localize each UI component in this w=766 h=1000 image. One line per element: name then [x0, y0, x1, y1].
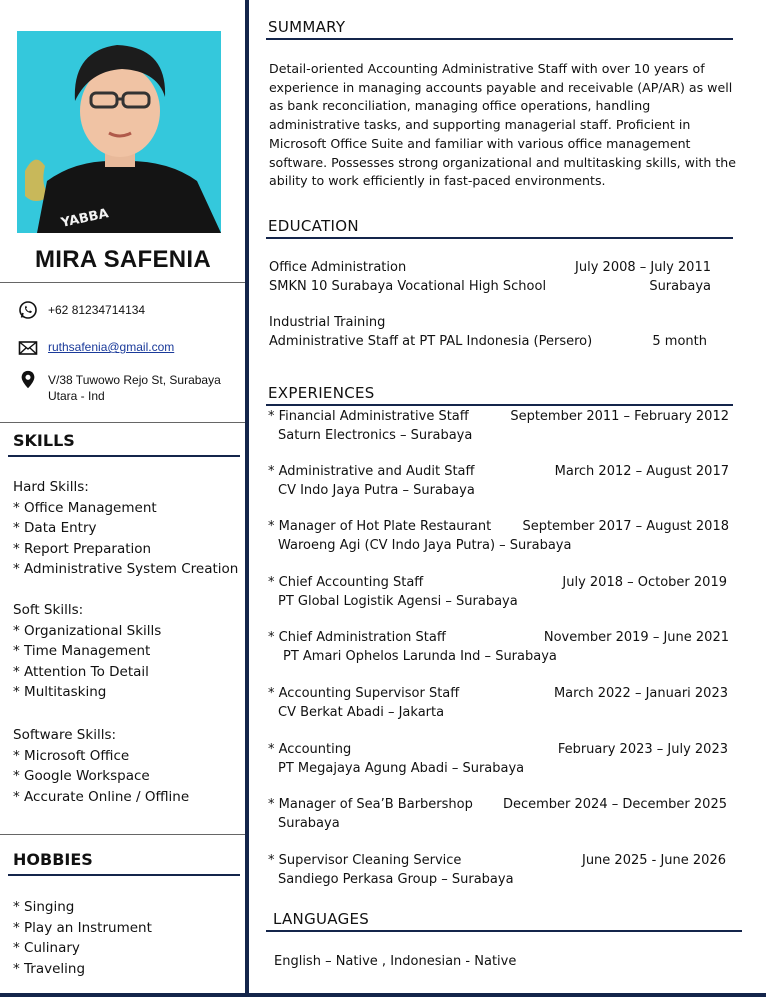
education-school: SMKN 10 Surabaya Vocational High School	[269, 279, 547, 294]
hobby-item: * Singing	[13, 899, 75, 915]
experience-date: February 2023 – July 2023	[557, 742, 728, 757]
experience-title: * Financial Administrative Staff	[268, 409, 469, 424]
soft-skills-heading: Soft Skills:	[13, 602, 84, 618]
experience-title: * Accounting	[268, 742, 352, 757]
experience-company: Sandiego Perkasa Group – Surabaya	[278, 872, 514, 887]
experience-title: * Manager of Hot Plate Restaurant	[268, 519, 492, 534]
experience-title: * Accounting Supervisor Staff	[268, 686, 460, 701]
whatsapp-icon	[18, 300, 38, 320]
hobbies-list	[13, 897, 152, 979]
hobby-item: * Play an Instrument	[13, 919, 152, 936]
experience-company: CV Berkat Abadi – Jakarta	[278, 705, 445, 720]
email-link[interactable]: ruthsafenia@gmail.com	[48, 340, 175, 354]
experience-company: PT Global Logistik Agensi – Surabaya	[278, 594, 518, 609]
experiences-heading: EXPERIENCES	[268, 384, 375, 402]
hard-skills-block	[13, 477, 238, 580]
bottom-border	[0, 993, 766, 997]
experience-company: PT Amari Ophelos Larunda Ind – Surabaya	[283, 649, 557, 664]
skill-item: * Multitasking	[13, 684, 107, 701]
education-school: Administrative Staff at PT PAL Indonesia (Persero)	[269, 334, 593, 349]
hobbies-heading: HOBBIES	[13, 850, 93, 869]
hobby-item: * Culinary	[13, 940, 80, 957]
experience-title: * Chief Accounting Staff	[268, 575, 424, 590]
skill-item: * Accurate Online / Offline	[13, 788, 190, 805]
profile-photo	[17, 31, 221, 233]
experience-company: Saturn Electronics – Surabaya	[278, 428, 473, 443]
address-line-2: Utara - Ind	[48, 389, 105, 403]
skill-item: * Google Workspace	[13, 768, 150, 785]
skills-heading: SKILLS	[13, 431, 75, 450]
skill-item: * Office Management	[13, 499, 157, 516]
experience-title: * Supervisor Cleaning Service	[268, 853, 462, 868]
shirt-print-text: YABBA	[59, 206, 110, 231]
profile-photo-image	[17, 31, 221, 233]
summary-heading-rule	[266, 38, 733, 40]
soft-skills-block	[13, 600, 161, 703]
experience-title: * Chief Administration Staff	[268, 630, 446, 645]
education-heading-rule	[266, 237, 733, 239]
experience-company: CV Indo Jaya Putra – Surabaya	[278, 483, 475, 498]
education-title: Office Administration	[269, 260, 407, 275]
column-divider	[245, 0, 249, 996]
languages-heading-rule	[266, 930, 742, 932]
experience-date: September 2017 – August 2018	[522, 519, 729, 534]
left-sidebar	[0, 0, 246, 1000]
address-line-1: V/38 Tuwowo Rejo St, Surabaya	[48, 373, 221, 387]
skill-item: * Time Management	[13, 643, 151, 660]
hard-skills-heading: Hard Skills:	[13, 479, 89, 495]
mail-icon	[18, 338, 38, 358]
summary-text: Detail-oriented Accounting Administrative Staff with over 10 years of experience in managing accounts payable and receivable (AP/AR) as well as bank reconciliation, managing office operations, handling administrative tasks, and supporting managerial staff. Proficient in Microsoft Office Suite and familiar with various office management software. Possesses strong organizational and multitasking skills, with the ability to work efficiently in fast-paced environments.	[269, 61, 737, 189]
education-date: July 2008 – July 2011	[575, 260, 711, 275]
experience-date: December 2024 – December 2025	[502, 797, 727, 812]
person-name: MIRA SAFENIA	[34, 246, 212, 273]
software-skills-block	[13, 725, 189, 807]
education-title: Industrial Training	[269, 315, 386, 330]
experience-date: July 2018 – October 2019	[562, 575, 727, 590]
experience-company: PT Megajaya Agung Abadi – Surabaya	[278, 761, 525, 776]
experience-date: March 2012 – August 2017	[554, 464, 729, 479]
languages-heading: LANGUAGES	[273, 910, 370, 928]
software-skills-heading: Software Skills:	[13, 727, 117, 743]
divider	[0, 282, 246, 283]
divider	[0, 422, 246, 423]
experience-title: * Manager of Sea’B Barbershop	[268, 797, 473, 812]
languages-text: English – Native , Indonesian - Native	[274, 954, 517, 969]
experience-date: March 2022 – Januari 2023	[553, 686, 728, 701]
skill-item: * Administrative System Creation	[13, 561, 239, 578]
education-heading: EDUCATION	[268, 217, 359, 235]
summary-heading: SUMMARY	[268, 18, 346, 36]
experience-title: * Administrative and Audit Staff	[268, 464, 475, 479]
education-location: Surabaya	[649, 279, 711, 294]
hobbies-heading-rule	[8, 874, 240, 876]
skill-item: * Organizational Skills	[13, 622, 162, 639]
skill-item: * Attention To Detail	[13, 663, 149, 680]
skill-item: * Microsoft Office	[13, 747, 130, 764]
address	[48, 372, 221, 404]
skills-heading-rule	[8, 455, 240, 457]
experience-date: September 2011 – February 2012	[510, 409, 729, 424]
experience-date: June 2025 - June 2026	[581, 853, 726, 868]
education-duration: 5 month	[652, 334, 707, 349]
phone-number: +62 81234714134	[48, 303, 146, 317]
skill-item: * Report Preparation	[13, 540, 152, 557]
location-pin-icon	[18, 370, 38, 390]
experience-company: Surabaya	[278, 816, 340, 831]
hobby-item: * Traveling	[13, 960, 86, 977]
experience-date: November 2019 – June 2021	[543, 630, 729, 645]
skill-item: * Data Entry	[13, 520, 97, 537]
experiences-heading-rule	[266, 404, 733, 406]
experience-company: Waroeng Agi (CV Indo Jaya Putra) – Surabaya	[278, 538, 572, 553]
divider	[0, 834, 246, 835]
